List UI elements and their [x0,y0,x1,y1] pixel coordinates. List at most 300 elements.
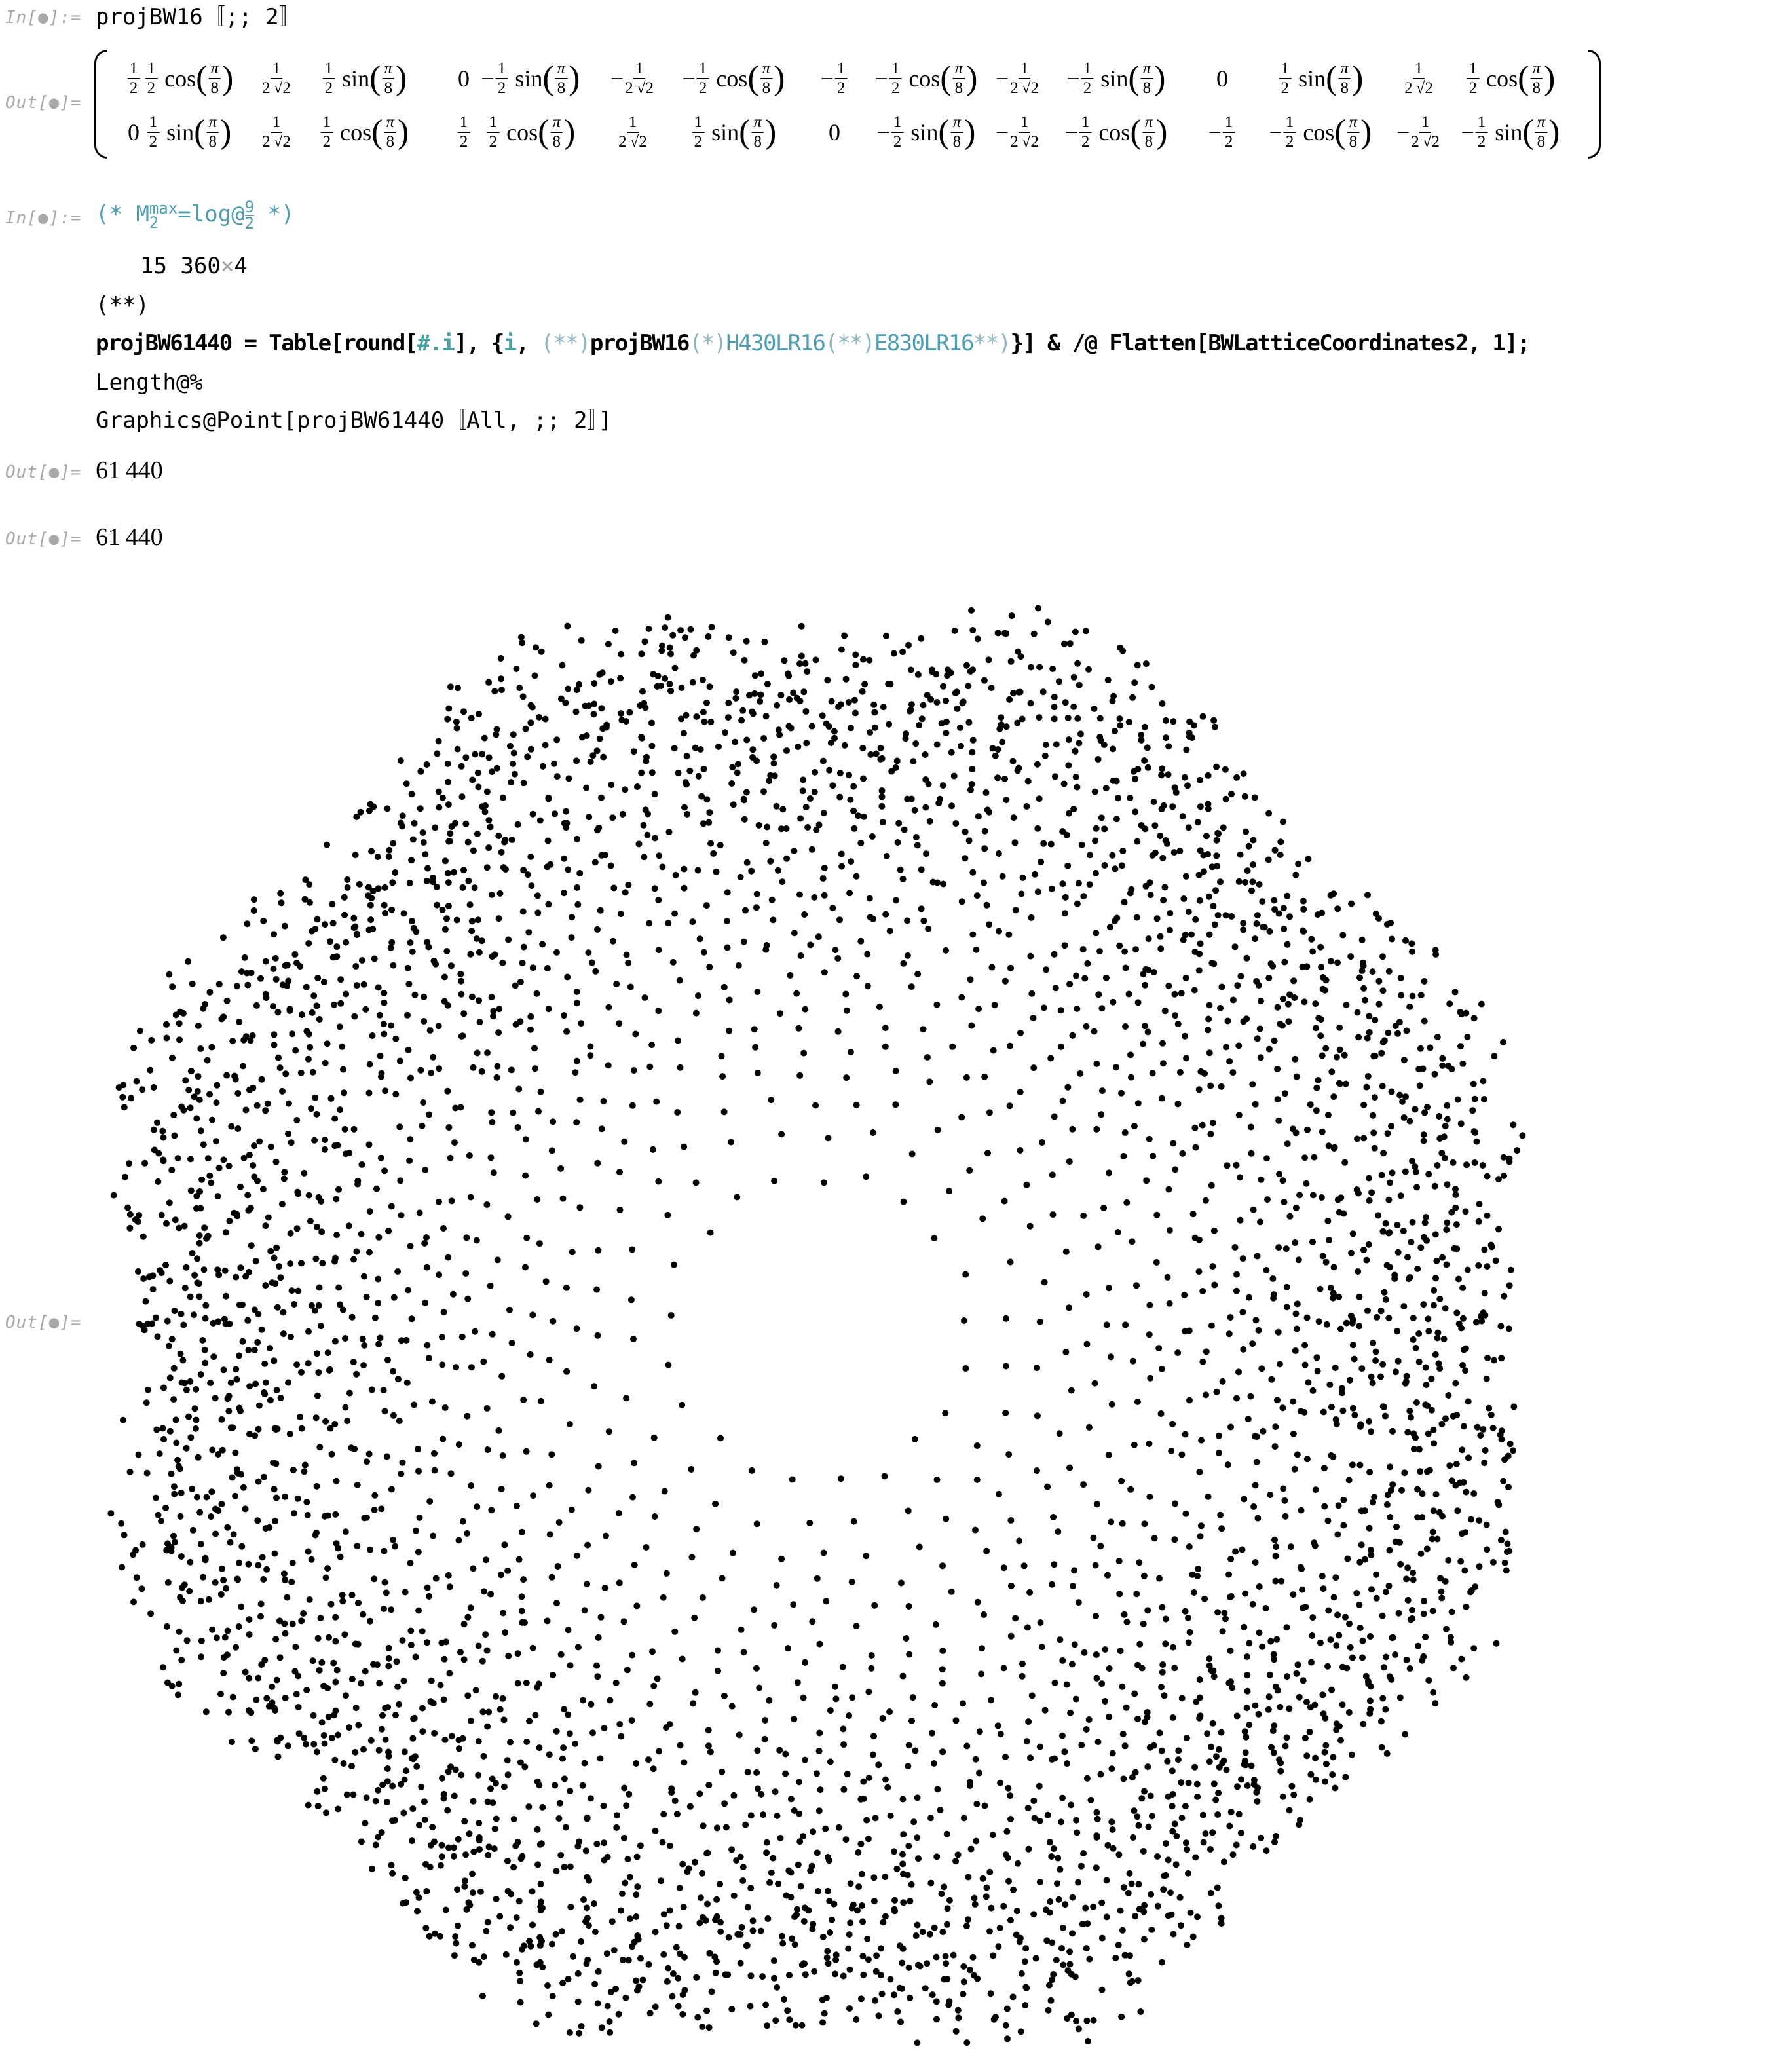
lattice-point [924,1054,931,1061]
lattice-point [398,1337,405,1344]
lattice-point [420,829,426,836]
lattice-point [1169,1421,1176,1427]
lattice-point [770,753,777,760]
lattice-point [959,898,965,905]
lattice-point [323,1575,329,1581]
lattice-point [166,1278,173,1285]
lattice-point [160,1436,167,1442]
lattice-point [1213,852,1220,859]
lattice-point [228,1380,234,1386]
lattice-point [1148,892,1154,898]
lattice-point [285,1131,291,1137]
comment-3: (**) [825,330,874,356]
lattice-point [426,1593,432,1600]
lattice-point [754,891,760,897]
lattice-point [1363,1257,1370,1264]
lattice-point [962,1365,969,1372]
lattice-point [130,1045,137,1051]
lattice-point [345,884,351,891]
lattice-point [1159,1748,1165,1754]
lattice-point [206,1173,213,1179]
lattice-point [1117,1648,1124,1654]
lattice-point [1039,1139,1045,1146]
lattice-point [816,1641,823,1648]
lattice-point [520,1397,527,1403]
matrix-cell: − $\frac{1}{2}$ sin ( $\frac{\pi}{8}$ ) [876,113,976,151]
lattice-point [1438,1421,1445,1427]
lattice-point [546,1006,552,1012]
lattice-point [1203,833,1210,839]
lattice-point [770,916,776,923]
lattice-point [701,766,707,772]
lattice-point [1086,1424,1093,1431]
lattice-point [234,1466,240,1473]
lattice-point [1318,1016,1324,1023]
lattice-point [798,952,804,959]
lattice-point [1022,1958,1028,1965]
lattice-point [853,2016,859,2023]
lattice-point [333,943,340,950]
lattice-point [553,1728,560,1735]
lattice-point [1476,1218,1482,1225]
lattice-point [892,1101,899,1108]
lattice-point [1319,1691,1326,1698]
lattice-point [734,770,741,776]
input-code-projbw16[interactable]: projBW16〚;; 2〛 [96,4,301,30]
lattice-point [1228,1809,1235,1815]
lattice-point [295,1496,301,1502]
lattice-point [1009,612,1015,619]
lattice-point [652,1929,659,1935]
lattice-point [1328,1068,1335,1075]
lattice-point [847,1919,853,1926]
lattice-point [375,1787,381,1794]
lattice-point [236,1623,242,1630]
lattice-point [1196,1715,1203,1722]
lattice-point [1102,1646,1108,1653]
lattice-point [1162,1008,1169,1014]
lattice-point [827,1707,834,1714]
lattice-point [567,1421,573,1427]
lattice-point [1472,1159,1478,1166]
lattice-point [1449,1066,1455,1072]
lattice-point [1206,932,1213,938]
lattice-point [379,1070,385,1077]
lattice-point [976,1770,982,1777]
lattice-point [791,930,798,936]
lattice-point [986,921,992,928]
lattice-point [814,1849,821,1856]
lattice-point [1308,1659,1315,1666]
lattice-point [634,1854,641,1860]
lattice-point [545,2012,552,2018]
lattice-point [1132,946,1139,952]
lattice-point [476,997,482,1004]
lattice-point [523,1680,530,1686]
lattice-point [390,962,396,969]
lattice-point [414,1908,421,1915]
lattice-point [557,1165,564,1172]
lattice-point [1146,935,1152,942]
lattice-point [1464,1034,1470,1040]
lattice-point [1324,1218,1331,1224]
lattice-point [477,1889,484,1895]
lattice-point [848,725,854,731]
lattice-point [295,1704,302,1710]
lattice-point [1409,1607,1415,1613]
code-line-table[interactable] [96,330,1529,356]
lattice-point [858,1995,865,2002]
lattice-point [1320,1710,1327,1717]
lattice-point [1453,1461,1460,1467]
lattice-point [163,1021,170,1028]
lattice-point [970,737,977,744]
lattice-point [935,1127,941,1133]
lattice-point [982,1803,988,1809]
lattice-point [1071,674,1077,681]
lattice-point [777,1835,784,1841]
lattice-point [1379,1744,1385,1751]
lattice-point [1417,1082,1423,1089]
lattice-point [444,1807,451,1814]
lattice-point [1260,1428,1266,1435]
lattice-point [1258,1365,1265,1372]
lattice-point [439,1361,445,1368]
lattice-point [473,1687,479,1693]
lattice-point [618,1733,624,1740]
code-comment-line[interactable] [96,199,295,231]
lattice-point [1066,736,1072,743]
lattice-point [728,1846,735,1853]
lattice-point [1220,1628,1226,1634]
lattice-point [591,1900,597,1907]
lattice-point [1366,1175,1372,1182]
lattice-point [497,890,504,897]
lattice-point [536,1240,543,1247]
lattice-point [1325,1112,1332,1118]
lattice-point [1398,992,1404,999]
lattice-point [1248,1124,1254,1131]
lattice-point [1223,1044,1229,1050]
lattice-point [1065,715,1072,721]
lattice-point [1038,859,1044,865]
lattice-point [475,1772,481,1779]
lattice-point [738,717,745,724]
lattice-point [1283,1245,1290,1252]
lattice-point [514,1503,520,1509]
lattice-point [1271,1651,1277,1657]
lattice-point [341,1760,347,1767]
lattice-point [748,1972,755,1979]
lattice-point [223,1229,229,1235]
lattice-point [419,1728,426,1735]
lattice-point [436,1199,442,1205]
lattice-point [1170,1644,1176,1651]
lattice-point [371,1492,378,1499]
lattice-point [1293,1205,1300,1211]
lattice-point [274,1387,280,1393]
lattice-point [397,1177,403,1184]
lattice-point [1171,991,1178,998]
lattice-point [1182,774,1188,781]
lattice-point [1404,1564,1411,1571]
lattice-point [816,1730,823,1737]
lattice-point [455,1923,461,1929]
lattice-point [824,1955,831,1961]
lattice-point [1396,1092,1403,1099]
lattice-point [934,742,941,748]
lattice-point [783,747,790,754]
lattice-point [1284,1673,1290,1680]
lattice-point [671,745,678,751]
var-projbw61440: projBW61440 [96,330,232,356]
lattice-point [1203,1830,1209,1837]
lattice-point [421,1798,428,1805]
lattice-point [499,960,506,966]
lattice-point [432,1931,438,1937]
lattice-point [1488,1242,1495,1249]
lattice-point [1097,715,1104,722]
lattice-point [750,1917,757,1924]
lattice-point [594,1160,601,1167]
lattice-point [353,1249,360,1255]
lattice-point [534,1779,541,1785]
lattice-point [1360,1638,1366,1644]
lattice-point [1134,1813,1140,1820]
lattice-point [238,1604,244,1610]
lattice-point [459,793,466,800]
lattice-point [1381,1289,1388,1296]
lattice-point [624,1667,631,1673]
lattice-point [145,1321,151,1327]
lattice-point [821,892,828,899]
lattice-point [1267,1638,1274,1645]
lattice-point [1434,1034,1441,1040]
lattice-point [871,709,878,715]
lattice-point [1490,1559,1497,1566]
lattice-point [673,872,679,878]
lattice-point [634,1932,641,1939]
lattice-point [1286,1807,1293,1814]
lattice-point [1025,1846,1032,1853]
lattice-point [1236,1811,1243,1817]
lattice-point [779,1940,786,1947]
lattice-point [1362,997,1368,1004]
lattice-point [1332,1574,1339,1581]
lattice-point [683,712,690,719]
lattice-point [1368,1547,1374,1553]
lattice-point [726,1028,732,1034]
lattice-point [394,1268,401,1275]
code-line-length[interactable]: Length@% [96,369,203,396]
lattice-point [1080,893,1087,899]
lattice-point [479,751,485,757]
lattice-point [665,920,671,926]
lattice-point [1241,770,1247,777]
lattice-point [943,1953,949,1959]
lattice-point [616,1510,622,1516]
lattice-point [271,1031,277,1038]
lattice-point [1238,1830,1244,1836]
lattice-point [813,656,819,663]
lattice-point [487,1283,494,1289]
lattice-point [460,1518,466,1525]
point-graphic[interactable] [98,590,1605,2057]
lattice-point [1168,1448,1174,1454]
lattice-point [1353,1590,1360,1596]
lattice-point [561,890,567,896]
lattice-point [829,1917,835,1923]
lattice-point [655,1178,662,1185]
lattice-point [1026,1589,1033,1596]
lattice-point [1430,1689,1436,1696]
lattice-point [1239,1547,1246,1553]
lattice-point [1385,1315,1392,1321]
lattice-point [968,1846,975,1853]
lattice-point [1090,1535,1096,1541]
lattice-point [713,1896,720,1903]
lattice-point [259,1554,266,1560]
lattice-point [591,1383,597,1389]
lattice-point [630,1336,637,1342]
lattice-point [208,1488,215,1495]
lattice-point [910,1818,917,1825]
lattice-point [1253,1317,1260,1323]
lattice-point [802,1659,808,1666]
lattice-point [310,1741,317,1748]
lattice-point [553,1868,559,1874]
lattice-point [372,1315,379,1321]
lattice-point [586,1922,592,1929]
lattice-point [699,1870,705,1877]
lattice-point [1356,1559,1363,1566]
lattice-point [216,1165,223,1171]
comment-frac-num: 9 [244,198,255,216]
lattice-point [1294,1074,1300,1080]
lattice-point [1377,1374,1384,1380]
lattice-point [753,1665,760,1672]
lattice-point [729,1703,736,1710]
lattice-point [893,1068,899,1074]
lattice-point [1432,1071,1438,1078]
lattice-point [1183,873,1189,880]
lattice-point [1421,1234,1427,1241]
lattice-point [400,812,406,819]
lattice-point [362,1820,368,1826]
lattice-point [996,1491,1002,1497]
lattice-point [679,1861,686,1868]
lattice-point [373,1841,379,1848]
lattice-point [1445,1392,1451,1399]
lattice-point [762,639,768,645]
lattice-point [1271,1038,1278,1044]
lattice-point [489,1799,496,1806]
lattice-point [872,725,878,731]
lattice-point [1085,666,1092,673]
lattice-point [489,994,495,1000]
lattice-point [234,1090,241,1097]
lattice-point [800,1695,807,1701]
lattice-point [983,1893,990,1900]
lattice-point [879,793,886,800]
lattice-point [1051,1845,1057,1852]
lattice-point [1064,863,1071,869]
lattice-point [1159,1095,1165,1102]
lattice-point [367,1061,373,1068]
lattice-point [912,1748,918,1754]
lattice-point [1098,814,1105,821]
lattice-point [147,1610,154,1617]
lattice-point [1421,1138,1427,1144]
lattice-point [1317,1286,1324,1292]
lattice-point [1106,1665,1113,1672]
lattice-point [1393,1524,1400,1530]
lattice-point [1216,1433,1222,1439]
lattice-point [443,948,450,954]
lattice-point [1337,1047,1343,1053]
lattice-point [1081,1649,1088,1656]
lattice-point [1182,1033,1188,1040]
lattice-point [1445,1557,1451,1564]
lattice-point [1061,1748,1068,1755]
lattice-point [331,1421,338,1427]
lattice-point [867,729,873,736]
lattice-point [614,1812,620,1818]
lattice-point [758,1791,764,1798]
lattice-point [863,1173,869,1180]
lattice-point [1507,1441,1514,1447]
lattice-point [328,1601,335,1608]
lattice-point [600,754,607,761]
lattice-point [458,1772,464,1779]
lattice-point [1171,849,1178,856]
lattice-point [445,779,451,785]
lattice-point [1054,1880,1060,1887]
lattice-point [1205,772,1212,779]
lattice-point [1407,1665,1413,1672]
lattice-point [255,1562,261,1568]
lattice-point [1290,977,1297,984]
lattice-point [704,1901,711,1908]
lattice-point [539,941,546,948]
lattice-point [620,811,626,818]
lattice-point [198,1598,204,1604]
lattice-point [1271,1537,1278,1543]
lattice-point [634,1883,641,1890]
lattice-point [1145,1028,1151,1035]
lattice-point [538,649,545,655]
lattice-point [423,1234,430,1241]
lattice-point [1200,713,1206,720]
lattice-point [703,700,710,706]
lattice-point [1380,1228,1387,1235]
lattice-point [1358,1365,1365,1372]
lattice-point [795,1679,801,1686]
lattice-point [749,746,756,753]
lattice-point [316,1302,322,1309]
code-line-graphics[interactable]: Graphics@Point[projBW61440〚All, ;; 2〛] [96,407,612,434]
lattice-point [608,782,614,788]
lattice-point [1459,1285,1466,1291]
lattice-point [927,1880,934,1887]
lattice-point [343,939,349,946]
lattice-point [565,686,571,692]
lattice-point [675,1038,681,1044]
lattice-point [984,902,990,909]
lattice-point [1073,1696,1079,1703]
lattice-point [225,1628,231,1634]
lattice-point [962,855,968,861]
